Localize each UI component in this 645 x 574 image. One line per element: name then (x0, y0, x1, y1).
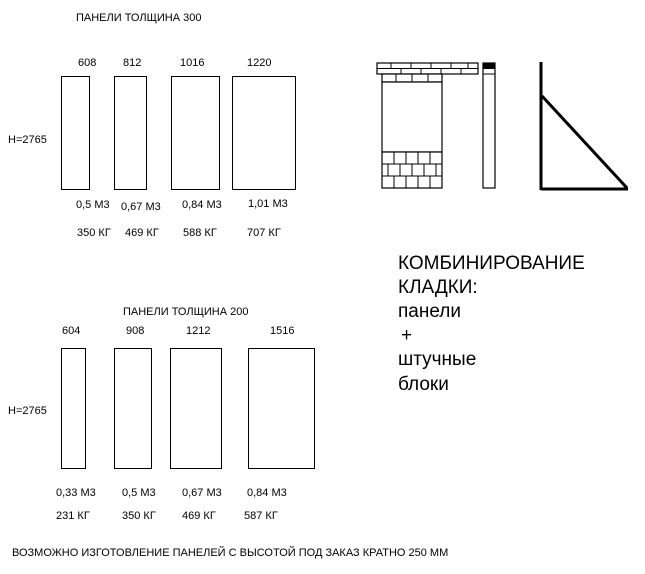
panel-200-908 (114, 348, 152, 469)
panel-200-1516 (248, 348, 315, 469)
combination-line-blocks: блоки (398, 374, 449, 395)
combination-line-plus: + (401, 325, 413, 346)
panel-200-volume: 0,84 М3 (247, 487, 287, 499)
section-200-height-label: H=2765 (8, 405, 47, 417)
panel-200-weight: 231 КГ (56, 510, 90, 522)
panel-300-volume: 0,5 М3 (76, 199, 110, 211)
panel-300-width-label: 1016 (180, 57, 205, 69)
panel-300-608 (61, 76, 90, 190)
combination-heading: КОМБИНИРОВАНИЕ (398, 253, 585, 274)
panel-200-weight: 587 КГ (244, 510, 278, 522)
triangular-bracket-icon (538, 62, 630, 192)
panel-300-weight: 588 КГ (183, 227, 217, 239)
panel-300-volume: 0,84 М3 (182, 199, 222, 211)
panel-200-1212 (170, 348, 222, 469)
combination-heading-line2: КЛАДКИ: (398, 277, 478, 298)
panel-300-volume: 1,01 М3 (248, 198, 288, 210)
panel-200-604 (61, 348, 86, 469)
section-300-height-label: H=2765 (8, 134, 47, 146)
panel-300-weight: 350 КГ (77, 227, 111, 239)
panel-300-width-label: 812 (123, 57, 142, 69)
footer-note: ВОЗМОЖНО ИЗГОТОВЛЕНИЕ ПАНЕЛЕЙ С ВЫСОТОЙ ПОД ЗАКАЗ КРАТНО 250 ММ (12, 547, 449, 559)
panel-200-weight: 469 КГ (182, 510, 216, 522)
panel-200-volume: 0,67 М3 (182, 487, 222, 499)
panel-300-volume: 0,67 М3 (121, 201, 161, 213)
combination-line-panels: панели (398, 301, 461, 322)
section-300-title: ПАНЕЛИ ТОЛЩИНА 300 (76, 12, 202, 24)
panel-200-width-label: 604 (62, 325, 81, 337)
panel-300-812 (114, 76, 147, 190)
panel-300-weight: 469 КГ (125, 227, 159, 239)
panel-200-volume: 0,33 М3 (56, 487, 96, 499)
panel-200-width-label: 1516 (270, 325, 295, 337)
combination-line-piece: штучные (398, 349, 477, 370)
panel-300-width-label: 1220 (247, 57, 272, 69)
combined-masonry-front-view (376, 62, 496, 194)
panel-200-width-label: 908 (126, 325, 145, 337)
panel-200-width-label: 1212 (186, 325, 211, 337)
panel-300-1016 (171, 76, 220, 190)
panel-300-weight: 707 КГ (247, 227, 281, 239)
panel-200-weight: 350 КГ (122, 510, 156, 522)
panel-300-1220 (232, 76, 296, 190)
panel-300-width-label: 608 (78, 57, 97, 69)
panel-200-volume: 0,5 М3 (122, 487, 156, 499)
section-200-title: ПАНЕЛИ ТОЛЩИНА 200 (123, 306, 249, 318)
